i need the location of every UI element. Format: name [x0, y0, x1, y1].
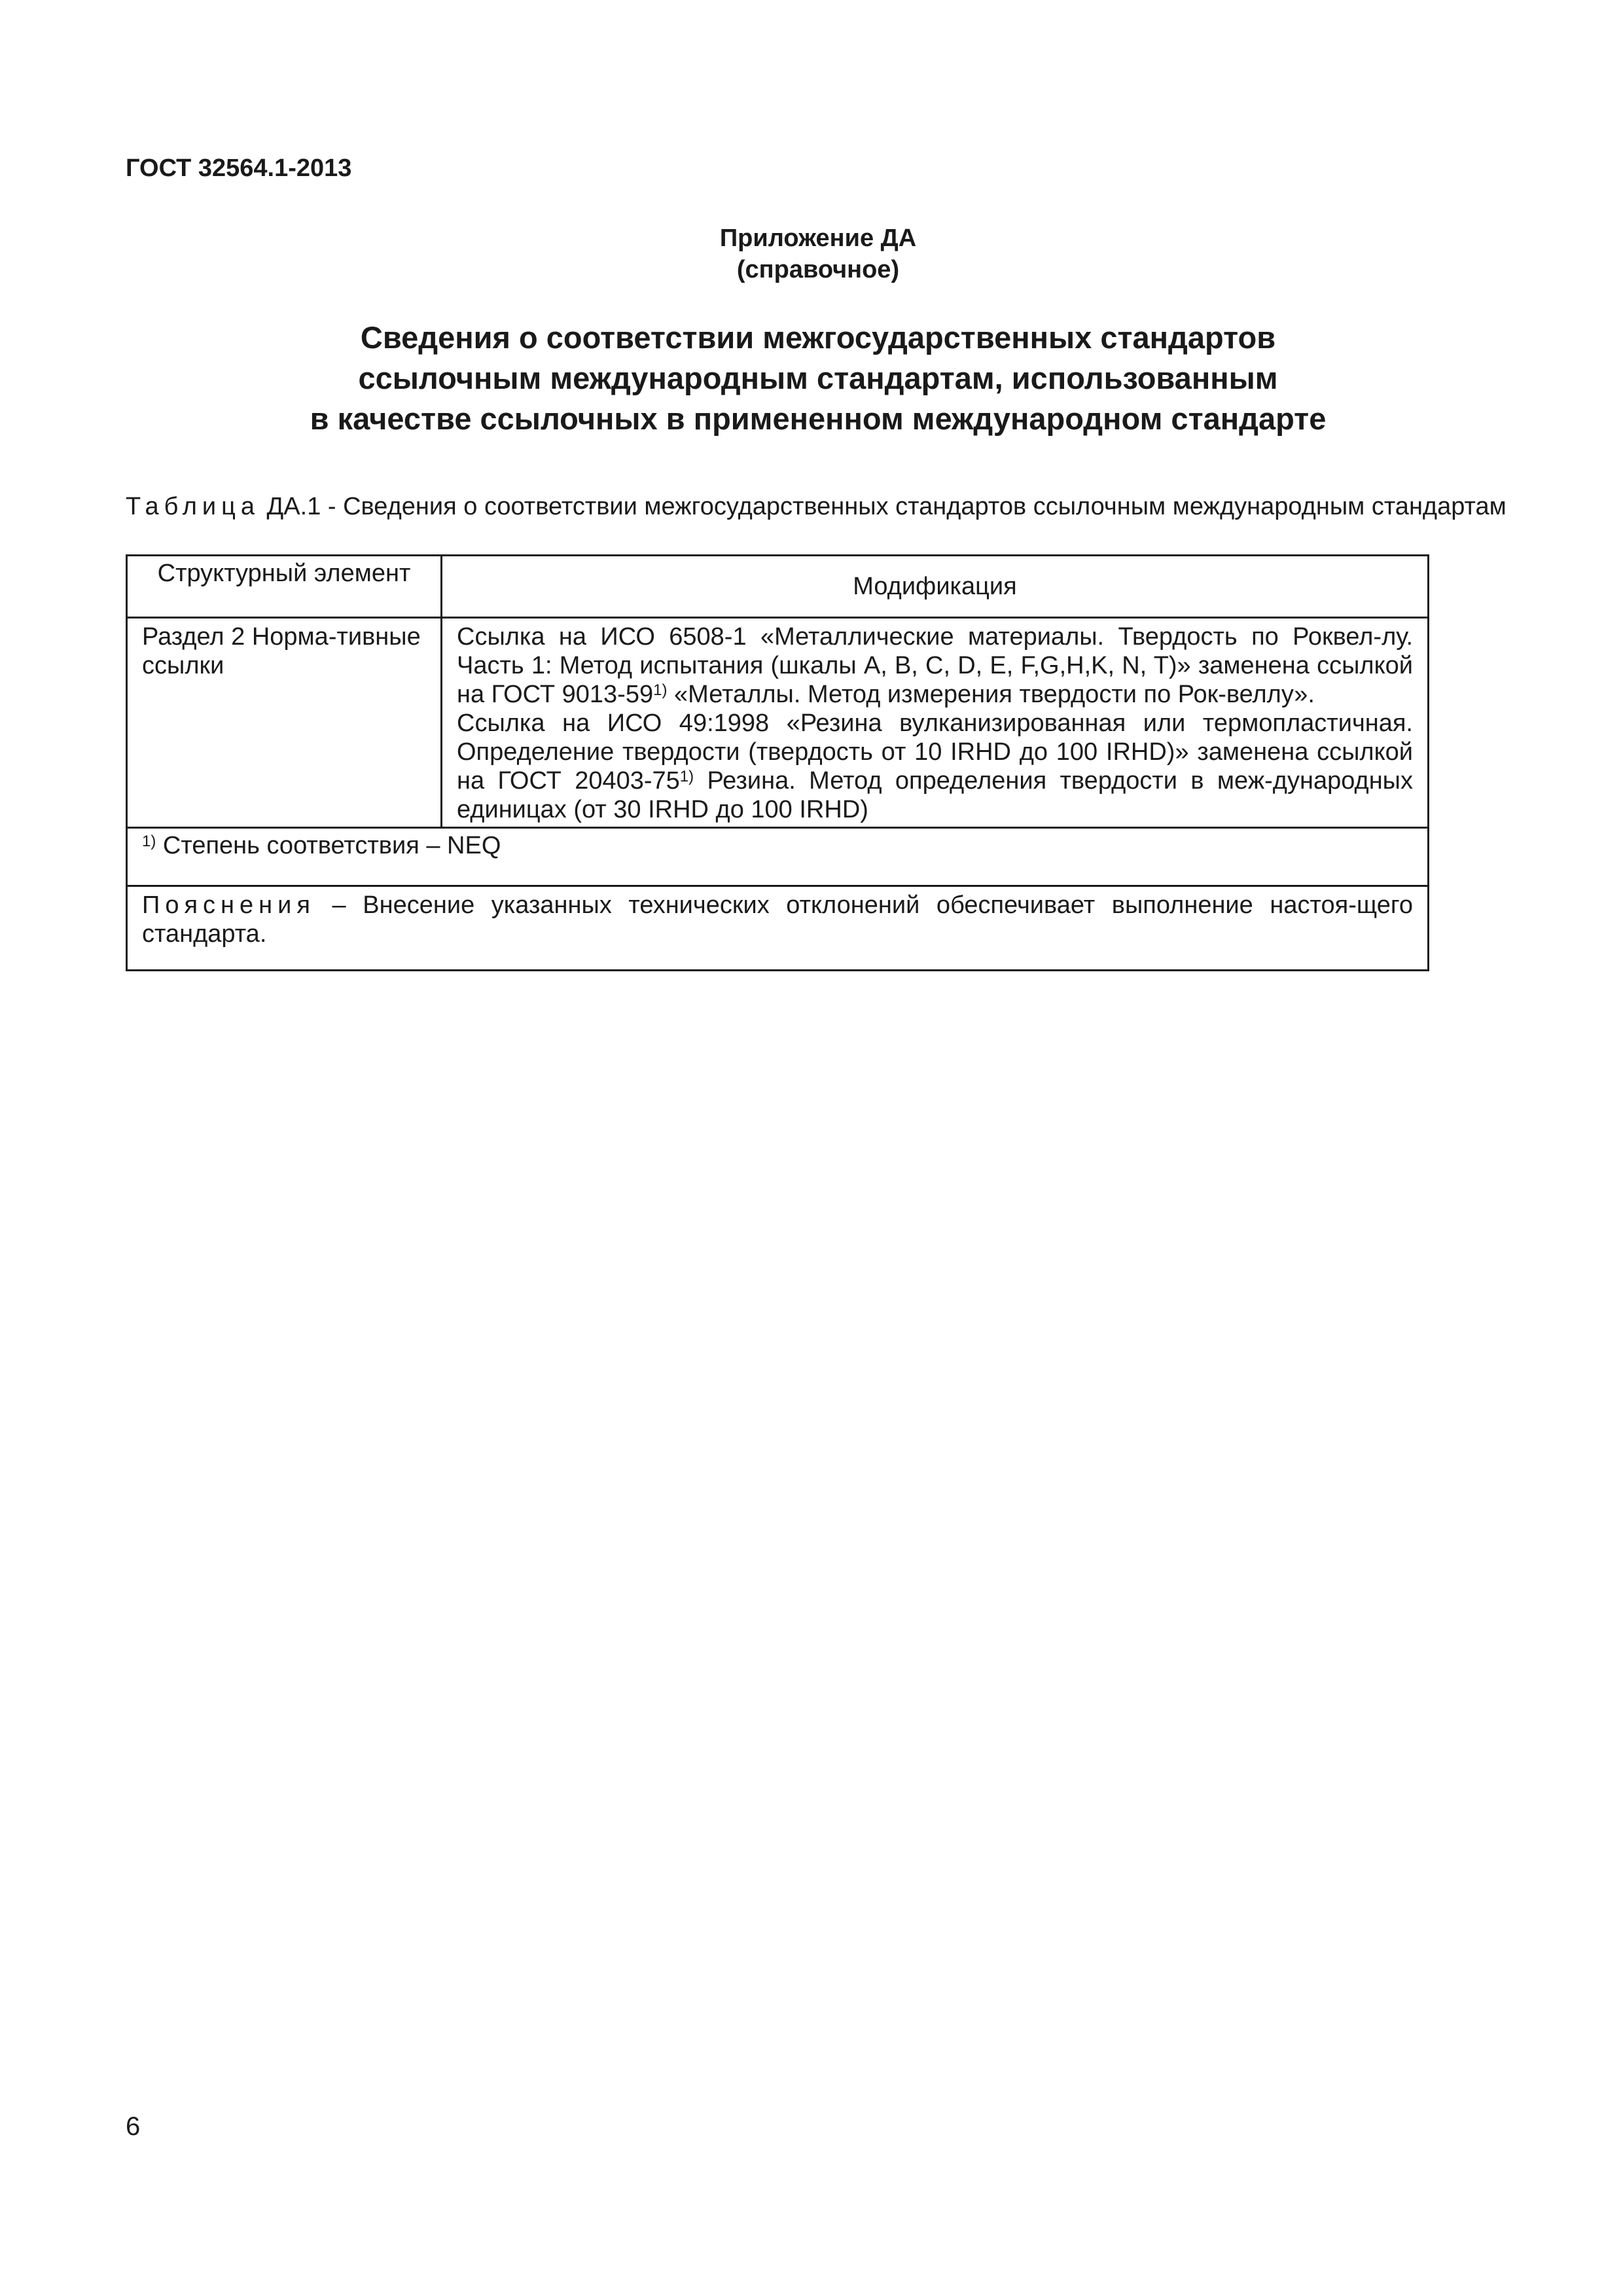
- header-modification: Модификация: [442, 556, 1429, 618]
- header-structural-element: Структурный элемент: [127, 556, 442, 618]
- cell-structural-element: Раздел 2 Норма-тивные ссылки: [127, 618, 442, 828]
- page-title-line-2: ссылочным международным стандартам, использованным: [358, 361, 1278, 395]
- modification-paragraph-1: [457, 622, 1413, 709]
- modification-2-text: Ссылка на ИСО 49:1998 «Резина вулканизированная или термопластичная. Определение твердости (твердость от 10 IRHD до 100 IRHD)» заменена ссылкой на ГОСТ 20403-75: [457, 709, 1413, 795]
- annex-type: (справочное): [736, 256, 900, 283]
- annex-title: Приложение ДА: [719, 224, 917, 252]
- footnote-text: Степень соответствия – NEQ: [156, 832, 501, 859]
- cell-modification: [442, 618, 1429, 828]
- note-text: – Внесение указанных технических отклонений обеспечивает выполнение настоя-щего стандарта.: [142, 891, 1413, 948]
- note-cell: [127, 886, 1429, 971]
- table-row: [127, 618, 1429, 828]
- footnote-row: [127, 828, 1429, 886]
- note-row: [127, 886, 1429, 971]
- page-title: [0, 317, 1623, 439]
- table-caption: [126, 492, 1526, 521]
- footnote-mark: 1): [679, 768, 694, 785]
- page-title-line-1: Сведения о соответствии межгосударственных стандартов: [360, 320, 1276, 355]
- modification-paragraph-2: [457, 709, 1413, 824]
- table-caption-text: ДА.1 - Сведения о соответствии межгосударственных стандартов ссылочным международным стандартам: [260, 493, 1507, 520]
- modification-1-text: Ссылка на ИСО 6508-1 «Металлические материалы. Твердость по Роквел-лу. Часть 1: Метод испытания (шкалы A, B, C, D, E, F,G,H,K, N, T)» заменена ссылкой на ГОСТ 9013-59: [457, 623, 1413, 708]
- table-caption-label: Таблица: [126, 493, 260, 520]
- footnote-cell: [127, 828, 1429, 886]
- table-header-row: [127, 556, 1429, 618]
- modification-1-text-end: «Металлы. Метод измерения твердости по Рок-веллу».: [667, 681, 1315, 708]
- page-title-line-3: в качестве ссылочных в примененном международном стандарте: [310, 401, 1327, 436]
- annex-heading: [0, 223, 1623, 285]
- modification-2-text-end: Резина. Метод определения твердости в меж-дународных единицах (от 30 IRHD до 100 IRHD): [457, 767, 1413, 823]
- compliance-table: [126, 554, 1429, 971]
- page-number: 6: [126, 2112, 141, 2141]
- document-id: ГОСТ 32564.1-2013: [126, 154, 352, 182]
- footnote-mark: 1): [653, 681, 668, 699]
- note-label: Пояснения: [142, 891, 315, 919]
- footnote-mark: 1): [142, 833, 156, 850]
